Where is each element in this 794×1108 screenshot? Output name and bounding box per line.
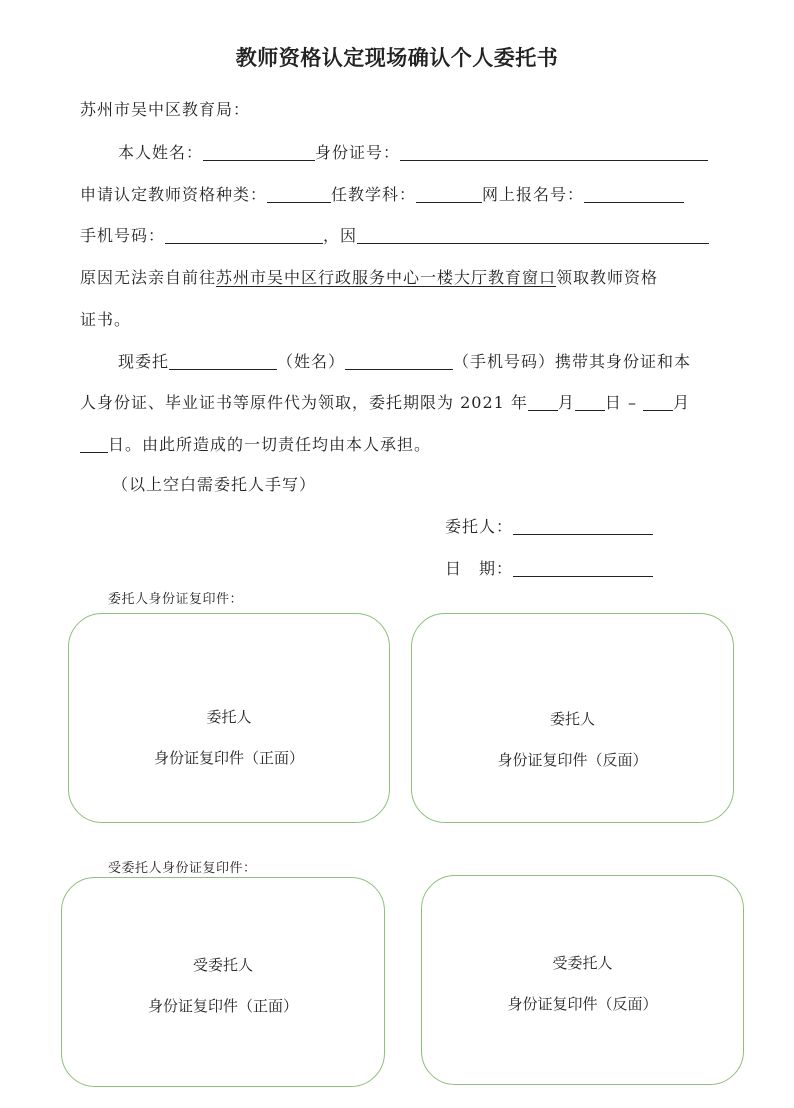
row-location: [80, 265, 658, 288]
phone-label: 手机号码：: [80, 226, 166, 245]
id-copy-box-front-agent: [61, 877, 385, 1087]
phone-blank[interactable]: [165, 225, 323, 244]
id-number-blank[interactable]: [400, 142, 708, 161]
row-certificate: 证书。: [80, 310, 132, 329]
row-type-subject: [80, 182, 684, 205]
section2-label: 受委托人身份证复印件：: [108, 861, 257, 876]
section1-label: 委托人身份证复印件：: [108, 592, 244, 607]
id-copy-box-back-principal: [411, 613, 734, 823]
date-row: [445, 556, 653, 579]
day1-blank[interactable]: [575, 392, 605, 411]
entrust-label: 现委托: [118, 352, 170, 371]
signer-blank[interactable]: [513, 516, 653, 535]
box-caption: 身份证复印件（正面）: [147, 997, 298, 1015]
type-blank[interactable]: [267, 184, 331, 203]
name-hint: （姓名）: [277, 352, 346, 371]
location-text-before: 原因无法亲自前往: [80, 268, 217, 287]
row-responsibility: [80, 432, 431, 455]
location-text-after: 领取教师资格: [556, 268, 659, 287]
box-title: 受委托人: [552, 954, 613, 972]
row-name-id: [118, 140, 708, 163]
id-copy-box-back-agent: [421, 875, 744, 1085]
box-title: 委托人: [549, 710, 595, 728]
date-blank[interactable]: [513, 558, 653, 577]
location-text: 苏州市吴中区行政服务中心一楼大厅教育窗口: [216, 268, 557, 287]
box-title: 受委托人: [192, 956, 253, 974]
date-label: 日 期：: [445, 559, 514, 578]
addressee: 苏州市吴中区教育局：: [80, 100, 251, 119]
box-caption: 身份证复印件（正面）: [153, 749, 304, 767]
row-entrust: [118, 349, 691, 372]
period-text: 人身份证、毕业证书等原件代为领取，委托期限为 2021 年: [80, 393, 528, 412]
responsibility-text: 日。由此所造成的一切责任均由本人承担。: [108, 435, 432, 454]
agent-name-blank[interactable]: [169, 351, 277, 370]
signer-label: 委托人：: [445, 517, 514, 536]
month1-label: 月: [557, 393, 575, 412]
because-label: ，因: [323, 226, 358, 245]
box-caption: 身份证复印件（反面）: [507, 995, 658, 1013]
day1-label: 日 –: [604, 393, 638, 412]
row-period: [80, 390, 690, 413]
reason-blank[interactable]: [357, 225, 709, 244]
type-label: 申请认定教师资格种类：: [80, 185, 268, 204]
reg-label: 网上报名号：: [482, 185, 585, 204]
row-phone: [80, 223, 709, 246]
handwrite-note: （以上空白需委托人手写）: [112, 475, 317, 494]
name-label: 本人姓名：: [118, 143, 204, 162]
id-copy-box-front-principal: [68, 613, 390, 823]
name-blank[interactable]: [203, 142, 315, 161]
month2-blank[interactable]: [643, 392, 673, 411]
box-caption: 身份证复印件（反面）: [497, 751, 648, 769]
subject-blank[interactable]: [416, 184, 482, 203]
month1-blank[interactable]: [528, 392, 558, 411]
signer-row: [445, 514, 653, 537]
subject-label: 任教学科：: [331, 185, 417, 204]
document-title: 教师资格认定现场确认个人委托书: [235, 46, 559, 70]
agent-phone-blank[interactable]: [345, 351, 453, 370]
month2-label: 月: [673, 393, 691, 412]
box-title: 委托人: [206, 708, 252, 726]
reg-number-blank[interactable]: [584, 184, 684, 203]
phone-hint: （手机号码）携带其身份证和本: [453, 352, 692, 371]
day2-blank[interactable]: [80, 434, 108, 453]
id-label: 身份证号：: [315, 143, 401, 162]
